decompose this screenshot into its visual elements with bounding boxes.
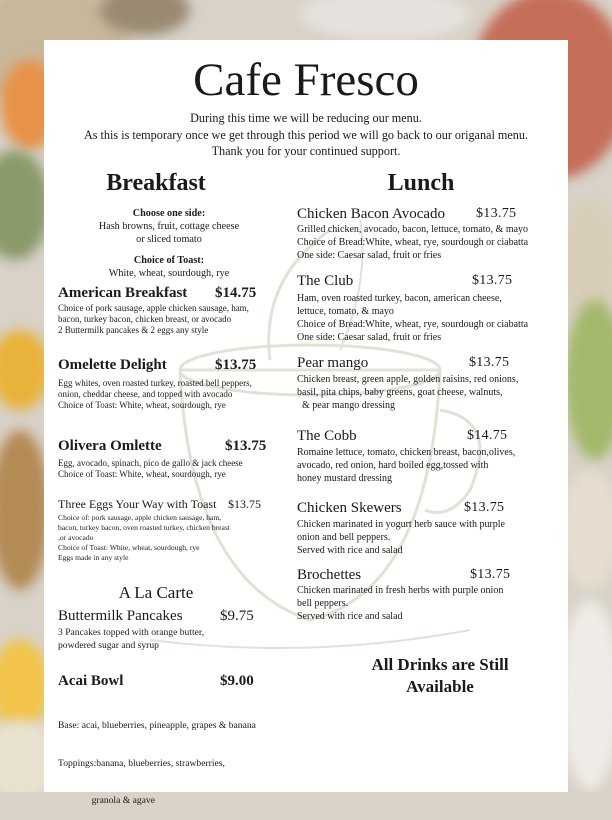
desc-line: Choice of Toast: White, wheat, sourdough, rye — [58, 400, 226, 410]
side-choice-line: or sliced tomato — [136, 234, 202, 245]
menu-item-desc — [58, 695, 298, 820]
desc-line: granola & agave — [58, 795, 155, 806]
menu-item-price: $14.75 — [467, 428, 508, 443]
menu-item-price: $13.75 — [476, 206, 517, 221]
desc-line: Choice of Bread:White, wheat, rye, sourdough or ciabatta — [297, 237, 529, 248]
desc-line: bacon, turkey bacon, oven roasted turkey, chicken breast — [58, 523, 230, 532]
toast-choice-label: Choice of Toast: — [133, 255, 205, 266]
desc-line: bacon, turkey bacon, chicken breast, or avocado — [58, 314, 232, 324]
desc-line: Chicken marinated in yogurt herb sauce with purple — [297, 519, 505, 530]
desc-line: onion, cheddar cheese, and topped with avocado — [58, 389, 233, 399]
menu-item-name: American Breakfast — [58, 285, 188, 301]
desc-line: Choice of pork sausage, apple chicken sausage, ham, — [58, 303, 249, 313]
menu-item-price: $9.00 — [220, 673, 254, 689]
menu-item-desc — [58, 458, 288, 480]
menu-item-desc — [297, 223, 569, 262]
menu-item-desc — [297, 446, 569, 485]
desc-line: Chicken breast, green apple, golden raisins, red onions, — [297, 374, 519, 385]
menu-item-price: $13.75 — [225, 438, 267, 454]
desc-line: lettuce, tomato, & mayo — [297, 306, 394, 317]
desc-line: 2 Buttermilk pancakes & 2 eggs any style — [58, 325, 209, 335]
menu-item-name: Three Eggs Your Way with Toast — [58, 497, 217, 511]
intro-line: As this is temporary once we get through this period we will go back to our origanal menu. — [83, 127, 529, 142]
drinks-line: Available — [406, 677, 474, 696]
desc-line: basil, pita chips, baby greens, goat cheese, walnuts, — [297, 387, 503, 398]
desc-line: powdered sugar and syrup — [58, 639, 159, 651]
menu-item-name: The Cobb — [297, 428, 357, 444]
menu-item-price: $13.75 — [472, 273, 513, 288]
menu-item-price: $13.75 — [469, 355, 510, 370]
menu-item-price: $13.75 — [215, 357, 257, 373]
menu-item-price: $13.75 — [464, 500, 505, 515]
menu-item-desc — [297, 584, 569, 623]
menu-item-desc — [58, 303, 288, 336]
a-la-carte-heading: A La Carte — [118, 583, 194, 602]
desc-line: Egg, avocado, spinach, pico de gallo & jack cheese — [58, 458, 243, 468]
toast-choice-note — [56, 254, 282, 280]
drinks-line: All Drinks are Still — [371, 655, 509, 674]
menu-item-price: $14.75 — [215, 285, 257, 301]
desc-line: honey mustard dressing — [297, 473, 392, 484]
desc-line: & pear mango dressing — [297, 400, 396, 411]
breakfast-heading: Breakfast — [106, 170, 206, 196]
desc-line: Ham, oven roasted turkey, bacon, american cheese, — [297, 293, 502, 304]
lunch-heading: Lunch — [387, 170, 455, 196]
intro-line: During this time we will be reducing our menu. — [190, 111, 422, 125]
desc-line: Choice of Toast: White, wheat, sourdough, rye — [58, 469, 226, 479]
drinks-notice — [300, 654, 580, 698]
menu-item-name: Omelette Delight — [58, 357, 167, 373]
intro-line: Thank you for your continued support. — [211, 144, 401, 158]
desc-line: Chicken marinated in fresh herbs with purple onion — [297, 585, 504, 596]
desc-line: Served with rice and salad — [297, 545, 403, 556]
desc-line: One side: Caesar salad, fruit or fries — [297, 250, 442, 261]
desc-line: Grilled chicken, avocado, bacon, lettuce, tomato, & mayo — [297, 224, 529, 235]
desc-line: bell peppers. — [297, 598, 349, 609]
desc-line: Base: acai, blueberries, pineapple, grapes & banana — [58, 720, 256, 731]
desc-line: Served with rice and salad — [297, 611, 403, 622]
side-choice-note — [56, 207, 282, 246]
menu-item-name: Buttermilk Pancakes — [58, 608, 183, 624]
menu-item-desc — [297, 292, 569, 344]
menu-item-name: Olivera Omlette — [58, 438, 162, 454]
side-choice-label: Choose one side: — [132, 208, 206, 219]
desc-line: Toppings:banana, blueberries, strawberries, — [58, 757, 225, 769]
restaurant-title: Cafe Fresco — [193, 54, 419, 106]
desc-line: Romaine lettuce, tomato, chicken breast, bacon,olives, — [297, 447, 516, 458]
menu-item-desc — [297, 518, 569, 557]
side-choice-line: Hash browns, fruit, cottage cheese — [98, 221, 240, 232]
desc-line: avocado, red onion, hard boiled egg,tossed with — [297, 460, 489, 471]
desc-line: ,or avocado — [58, 533, 94, 542]
desc-line: Choice of: pork sausage, apple chicken sausage, ham, — [58, 513, 222, 522]
intro-notice — [0, 110, 612, 160]
menu-item-name: Chicken Bacon Avocado — [297, 206, 446, 222]
menu-item-desc — [58, 627, 288, 652]
menu-item-price: $13.75 — [228, 497, 261, 511]
desc-line: onion and bell peppers. — [297, 532, 391, 543]
desc-line: One side: Caesar salad, fruit or fries — [297, 332, 442, 343]
menu-item-name: Brochettes — [297, 567, 362, 583]
desc-line: Eggs made in any style — [58, 553, 129, 562]
menu-item-price: $9.75 — [220, 608, 254, 624]
desc-line: Choice of Bread:White, wheat, rye, sourdough or ciabatta — [297, 319, 529, 330]
menu-item-name: The Club — [297, 273, 354, 289]
menu-item-name: Acai Bowl — [58, 673, 124, 689]
toast-choice-line: White, wheat, sourdough, rye — [108, 268, 230, 279]
desc-line: Choice of Toast: White, wheat, sourdough, rye — [58, 543, 200, 552]
menu-item-desc — [297, 373, 569, 412]
menu-item-desc — [58, 513, 293, 563]
menu-item-name: Chicken Skewers — [297, 500, 402, 516]
menu-item-name: Pear mango — [297, 355, 369, 371]
desc-line: 3 Pancakes topped with orange butter, — [58, 627, 205, 638]
menu-item-price: $13.75 — [470, 567, 511, 582]
desc-line: Egg whites, oven roasted turkey, roasted bell peppers, — [58, 378, 252, 388]
menu-item-desc — [58, 378, 288, 411]
